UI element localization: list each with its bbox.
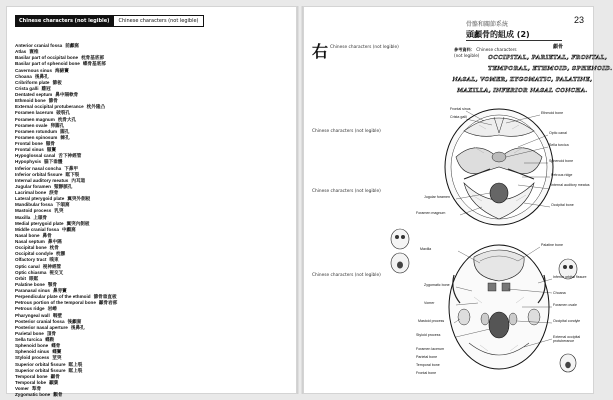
term-chinese: 篩骨	[48, 98, 58, 104]
term-english: Optic chiasma	[15, 269, 47, 275]
term-english: Superior orbital fissure	[15, 361, 66, 367]
label-frontal-sinus: Frontal sinus	[450, 107, 471, 111]
term-english: Mastoid process	[15, 208, 52, 214]
term-chinese: 卵圓孔	[50, 122, 65, 128]
section-title: 頭顱骨的組成 (2)	[466, 30, 530, 39]
term-english: Posterior cranial fossa	[15, 318, 65, 324]
term-english: Palatine bone	[15, 281, 45, 287]
page-header-title: Chinese characters (not legible)	[15, 15, 113, 27]
term-chinese: 內耳道	[71, 177, 86, 183]
term-chinese: 蝶骨	[51, 343, 61, 349]
term-chinese: 顳骨岩部	[98, 300, 118, 306]
term-english: Internal auditory meatus	[15, 177, 69, 183]
term-chinese: 乳突	[54, 208, 64, 214]
label-mastoid-process: Mastoid process	[418, 319, 445, 323]
term-english: Inferior nasal concha	[15, 165, 62, 171]
label-external-occipital-protuberance: External occipital protuberance	[553, 335, 581, 344]
label-zygomatic-bone: Zygomatic bone	[424, 283, 450, 287]
figure-caption-text: Chinese characters (not legible)	[454, 47, 517, 58]
cranial-floor-drawing	[445, 109, 553, 225]
label-occipital-bone: Occipital bone	[551, 203, 574, 207]
term-english: Olfactory tract	[15, 257, 47, 263]
term-chinese: 後顱窩	[67, 318, 82, 324]
term-english: Lacrimal bone	[15, 190, 47, 195]
label-inferior-orbital-fissure: Inferior orbital fissure	[553, 275, 587, 279]
term-index	[15, 43, 155, 398]
term-chinese: 顴骨	[53, 392, 63, 398]
term-english: External occipital protuberance	[15, 104, 84, 110]
term-chinese: 下鼻甲	[64, 165, 79, 171]
term-chinese: 中顱窩	[61, 226, 76, 232]
term-chinese: 下頜窩	[55, 202, 70, 208]
term-chinese: 雞冠	[41, 85, 51, 91]
term-chinese: 枕外隆凸	[86, 104, 106, 110]
label-vomer: Vomer	[424, 301, 435, 305]
term-chinese: 嗅束	[49, 257, 59, 263]
term-english: Ethmoid bone	[15, 98, 46, 104]
legend-title: 顱骨	[552, 44, 563, 50]
label-sphenoid-bone: Sphenoid bone	[549, 159, 574, 163]
term-index-item	[15, 392, 155, 398]
term-english: Foramen lacerum	[15, 110, 54, 116]
term-chinese: 鼻旁竇	[52, 288, 67, 293]
label-temporal-bone: Temporal bone	[416, 363, 440, 367]
term-english: Crista galli	[15, 85, 39, 91]
term-english: Styloid process	[15, 355, 50, 361]
term-english: Occipital bone	[15, 245, 47, 251]
term-chinese: 翼突內側板	[66, 220, 90, 226]
page-header-subtitle: Chinese characters (not legible)	[113, 15, 203, 27]
body-paragraph-2: Chinese characters (not legible)	[312, 129, 381, 134]
term-english: Jugular foramen	[15, 183, 51, 189]
term-chinese: 視神經管	[42, 263, 62, 269]
left-page	[6, 6, 297, 398]
term-english: Foramen ovale	[15, 122, 48, 128]
label-crista-galli: Crista galli	[450, 115, 467, 119]
term-chinese: 枕髁	[56, 251, 66, 257]
legend-line-1: OCCIPITAL, PARIETAL, FRONTAL,	[488, 55, 608, 61]
term-chinese: 棘孔	[60, 134, 70, 140]
term-english: Sphenoid sinus	[15, 349, 50, 355]
term-english: Orbit	[15, 275, 26, 281]
label-palatine-bone: Palatine bone	[541, 243, 563, 247]
legend-line-3: NASAL, VOMER, ZYGOMATIC, PALATINE,	[452, 77, 593, 83]
term-english: Temporal bone	[15, 373, 48, 379]
term-english: Zygomatic bone	[15, 392, 51, 398]
term-english: Vomer	[15, 386, 29, 391]
term-chinese: 蝶竇	[52, 349, 62, 355]
term-chinese: 額竇	[46, 147, 57, 153]
term-chinese: 額骨	[45, 141, 56, 146]
term-english: Frontal bone	[15, 141, 43, 146]
term-chinese: 篩板	[52, 79, 62, 85]
label-maxilla: Maxilla	[420, 247, 432, 251]
term-english: Nasal septum	[15, 239, 45, 244]
term-chinese: 海綿竇	[55, 67, 69, 73]
term-english: Superior orbital fissure	[15, 367, 66, 373]
term-english: Cavernous sinus	[15, 67, 53, 73]
label-petrous-ridge: Petrous ridge	[551, 173, 573, 177]
term-english: Anterior cranial fossa	[15, 43, 63, 48]
term-english: Dentated septum	[15, 92, 53, 97]
term-chinese: 後鼻孔	[70, 324, 85, 330]
label-sella-turcica: Sella turcica	[549, 143, 569, 147]
term-chinese: 篩骨垂直板	[93, 294, 117, 300]
page-header	[15, 15, 204, 27]
term-chinese: 視交叉	[49, 269, 64, 275]
term-english: Optic canal	[15, 263, 40, 269]
body-paragraph-3: Chinese characters (not legible)	[312, 189, 381, 194]
term-english: Atlas	[15, 49, 27, 55]
term-english: Inferior orbital fissure	[15, 171, 63, 177]
term-chinese: 犁骨	[31, 386, 42, 391]
label-occipital-condyle: Occipital condyle	[553, 319, 581, 323]
label-foramen-ovale: Foramen ovale	[553, 303, 577, 307]
term-chinese: 鼻中隔軟骨	[55, 92, 79, 97]
legend-line-4: MAXILLA, INFERIOR NASAL CONCHA.	[457, 88, 588, 94]
term-english: Sella turcica	[15, 337, 43, 342]
term-chinese: 淚骨	[49, 190, 59, 195]
term-chinese: 顳骨	[50, 373, 60, 379]
term-english: Hypoglossal canal	[15, 153, 56, 159]
term-english: Paranasal sinus	[15, 288, 50, 293]
term-chinese: 寰椎	[29, 49, 39, 55]
term-chinese: 頂骨	[46, 330, 57, 336]
term-chinese: 後鼻孔	[34, 73, 49, 79]
term-english: Foramen magnum	[15, 116, 55, 122]
term-english: Frontal sinus	[15, 147, 44, 153]
right-page: 23 骨骼和關節系統 頭顱骨的組成 (2) 右 Chinese characters (not legible) Chinese characters (not legible) Chinese characters (not legible) Chinese characters (not legible) 參考資料： Chinese characters (not legible) 顱骨 OCCIPITAL, PARIETAL, FRONTAL, TEMPORAL, ETHMOID, SPHENOID. NASAL, VOMER, ZYGOMATIC, PALATINE, MAXILLA, INFERIOR NASAL CONCHA. Frontal sinus Crista galli Ethmoid bone Optic canal Sella turcica Sphenoid bone Petrous ridge Internal auditory meatus Jugular foramen Foramen magnum Occipital bone Maxilla Palatine bone Inferior orbital fissure Zygomatic bone Choana Vomer Foramen ovale Mastoid process Occipital condyle Styloid process External occipital protuberance Foramen lacerum Parietal bone Temporal bone Frontal bone	[303, 6, 594, 394]
term-english: Pharyngeal wall	[15, 312, 50, 318]
term-chinese: 莖突	[52, 355, 62, 361]
body-paragraph-4: Chinese characters (not legible)	[312, 273, 381, 278]
label-styloid-process: Styloid process	[416, 333, 441, 337]
term-chinese: 鼻中隔	[47, 239, 62, 244]
term-chinese: 前顱窩	[65, 43, 80, 48]
term-english: Maxilla	[15, 214, 31, 220]
label-optic-canal: Optic canal	[549, 131, 567, 135]
label-internal-auditory-meatus: Internal auditory meatus	[551, 183, 590, 187]
term-english: Foramen spinosum	[15, 134, 58, 140]
term-chinese: 眼眶	[28, 275, 39, 281]
term-english: Nasal bone	[15, 232, 40, 238]
legend-line-2: TEMPORAL, ETHMOID, SPHENOID.	[488, 66, 613, 72]
term-english: Medial pterygoid plate	[15, 220, 64, 226]
term-chinese: 蝶骨基底部	[82, 61, 106, 67]
figure-caption-label: 參考資料：	[454, 47, 475, 52]
term-chinese: 枕骨大孔	[57, 116, 77, 122]
term-english: Mandibular fossa	[15, 202, 53, 208]
term-chinese: 咽壁	[52, 312, 62, 318]
term-chinese: 破裂孔	[56, 110, 71, 116]
section-heading: 骨骼和關節系統	[466, 21, 509, 28]
term-chinese: 頸靜脈孔	[54, 183, 73, 189]
drop-cap: 右	[312, 42, 329, 61]
term-chinese: 圓孔	[60, 128, 70, 134]
term-english: Petrous portion of the temporal bone	[15, 300, 96, 306]
term-chinese: 眶上裂	[68, 367, 83, 373]
label-parietal-bone: Parietal bone	[416, 355, 438, 359]
term-english: Parietal bone	[15, 330, 44, 336]
term-chinese: 顳葉	[49, 379, 59, 385]
term-english: Foramen rotundum	[15, 128, 58, 134]
term-chinese: 腦下垂體	[44, 159, 63, 165]
label-frontal-bone: Frontal bone	[416, 371, 437, 375]
term-chinese: 顎骨	[47, 281, 58, 287]
term-english: Basilar part of sphenoid bone	[15, 61, 80, 67]
label-ethmoid-bone: Ethmoid bone	[541, 111, 564, 115]
term-english: Sphenoid bone	[15, 343, 49, 349]
page-number: 23	[573, 15, 584, 25]
term-english: Choana	[15, 73, 32, 79]
term-english: Occipital condyle	[15, 251, 54, 257]
skull-illustrations	[304, 7, 613, 395]
term-english: Temporal lobe	[15, 379, 47, 385]
term-chinese: 眶上裂	[68, 361, 83, 367]
body-paragraph-1-text: Chinese characters (not legible)	[330, 45, 399, 50]
term-english: Cribriform plate	[15, 79, 50, 85]
term-chinese: 岩嵴	[47, 306, 57, 312]
term-chinese: 枕骨	[49, 245, 59, 251]
term-chinese: 蝶鞍	[45, 337, 55, 342]
term-english: Posterior nasal aperture	[15, 324, 68, 330]
label-foramen-magnum: Foramen magnum	[416, 211, 446, 215]
term-english: Lateral pterygoid plate	[15, 196, 65, 202]
term-chinese: 翼突外側板	[67, 196, 91, 202]
term-english: Basilar part of occipital bone	[15, 55, 79, 61]
term-english: Perpendicular plate of the ethmoid	[15, 294, 91, 300]
label-choana: Choana	[553, 291, 566, 295]
label-foramen-lacerum: Foramen lacerum	[416, 347, 445, 351]
term-chinese: 舌下神經管	[58, 153, 82, 159]
term-chinese: 鼻骨	[42, 232, 52, 238]
term-chinese: 上頜骨	[33, 214, 48, 220]
term-english: Middle cranial fossa	[15, 226, 59, 232]
term-english: Hypophysis	[15, 159, 42, 165]
term-chinese: 枕骨基底部	[81, 55, 105, 61]
term-chinese: 眶下裂	[65, 171, 80, 177]
term-english: Petrous ridge	[15, 306, 45, 312]
